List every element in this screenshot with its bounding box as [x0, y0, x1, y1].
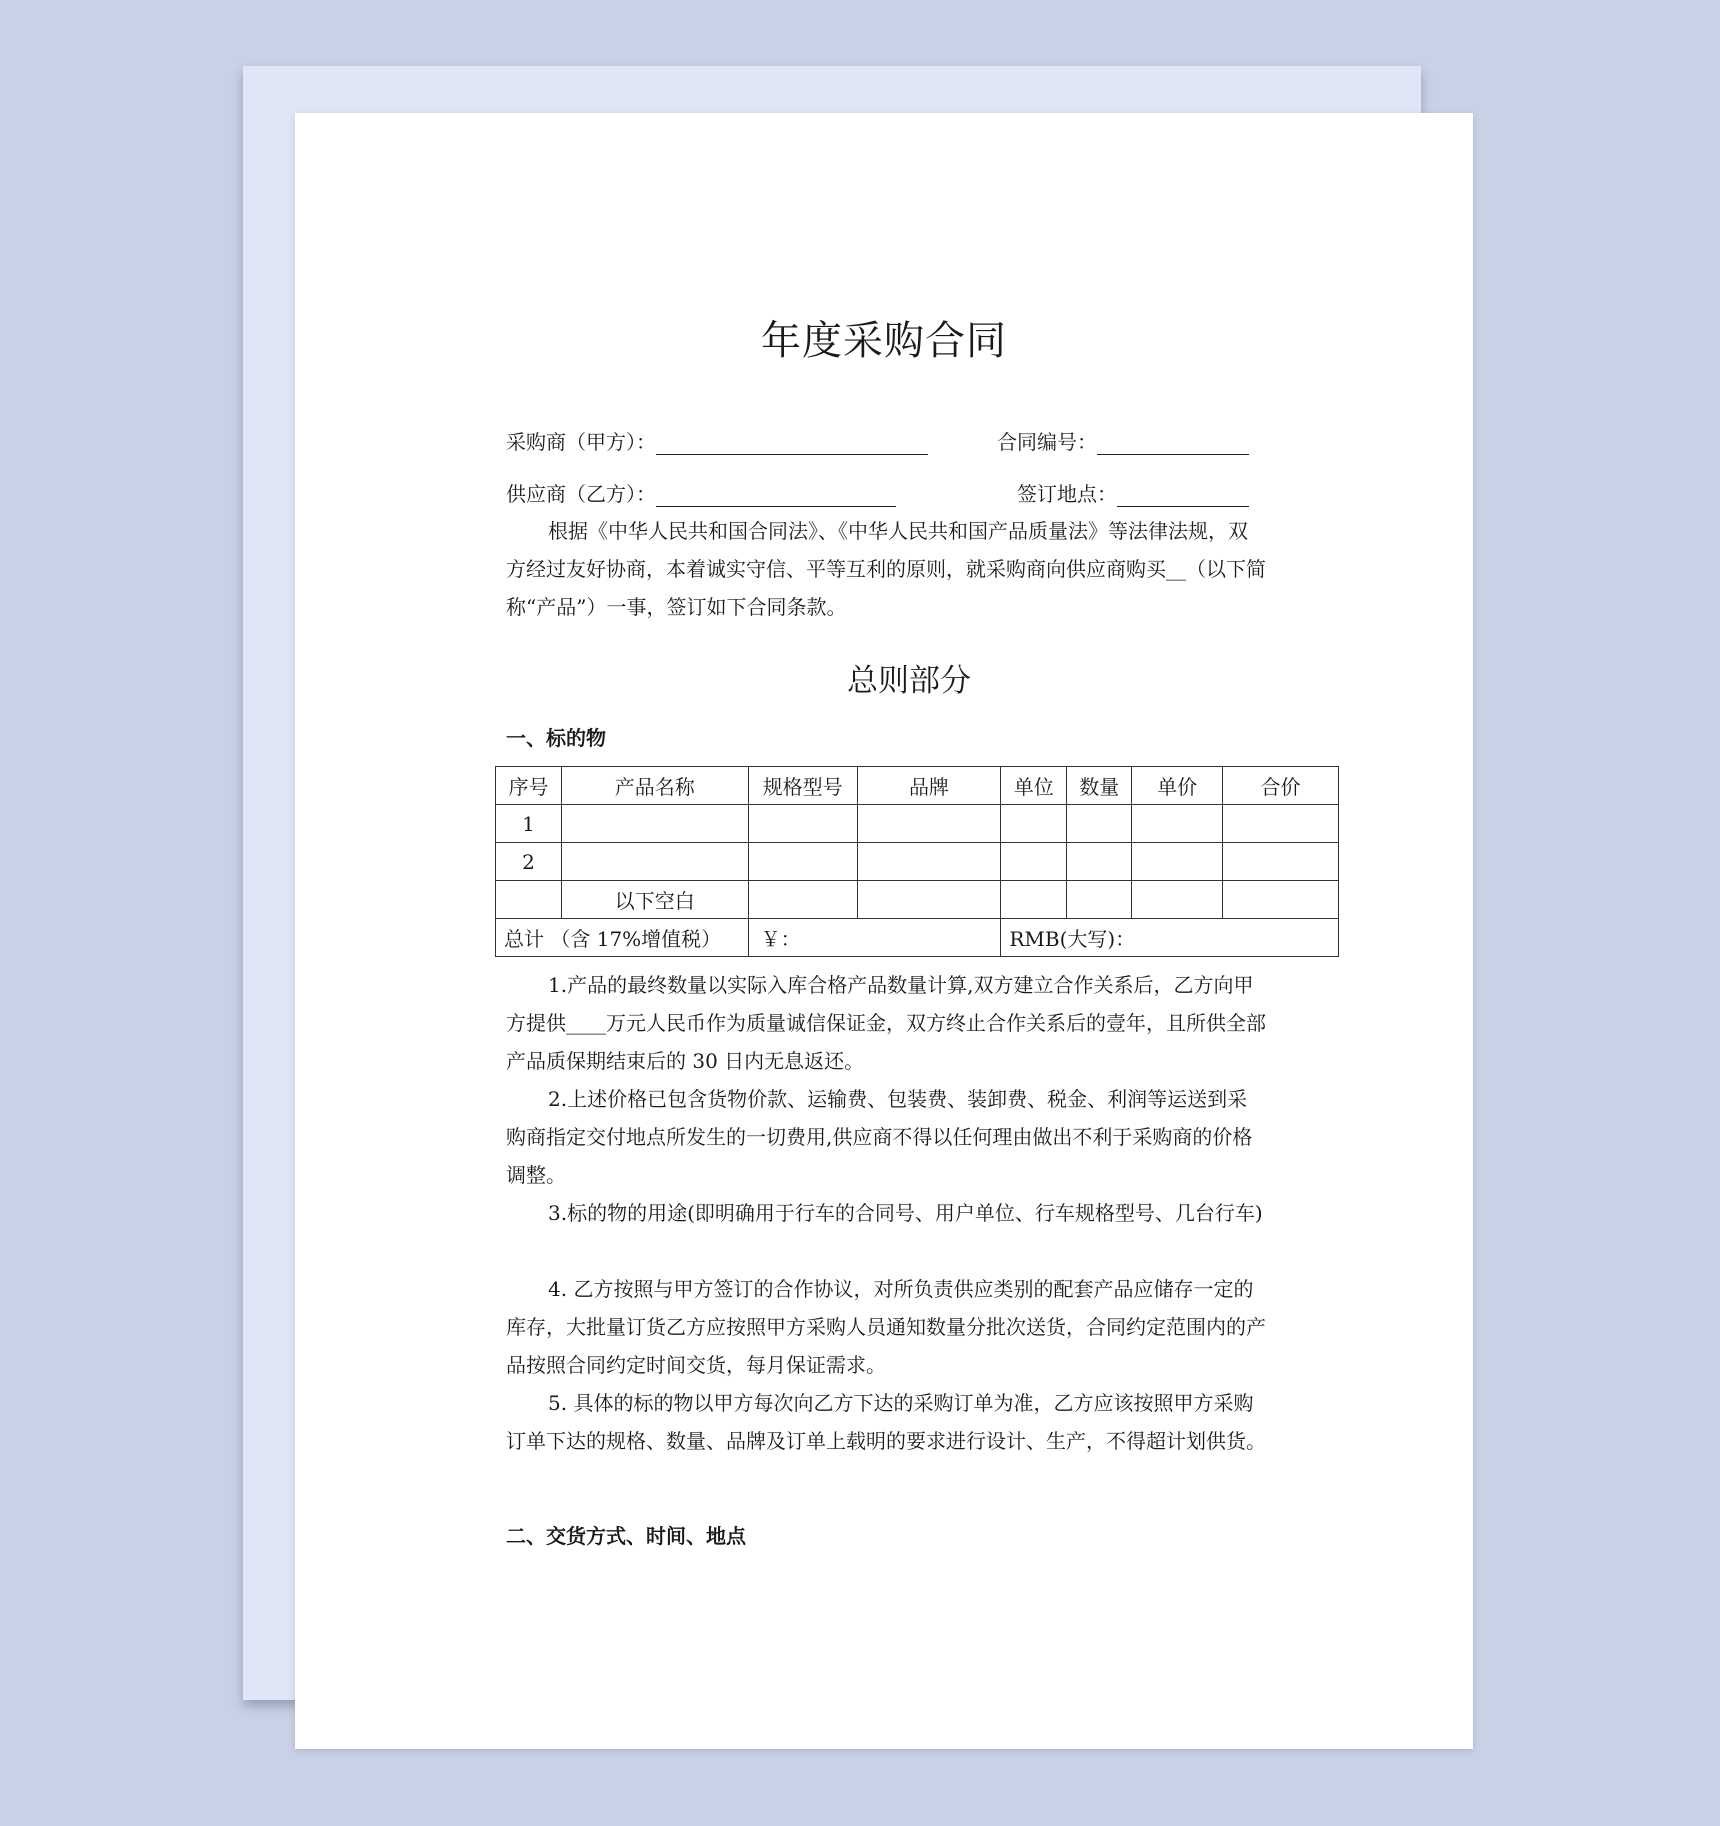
items-table: [495, 766, 1339, 957]
table-cell: 1: [496, 805, 562, 843]
col-header: 数量: [1067, 767, 1132, 805]
table-cell[interactable]: [748, 843, 857, 881]
table-cell[interactable]: [748, 805, 857, 843]
table-cell: [496, 881, 562, 919]
table-cell[interactable]: [1223, 843, 1339, 881]
sign-place-field: [1017, 478, 1249, 507]
section-title: 总则部分: [847, 663, 971, 699]
heading-subject-matter: 一、标的物: [506, 726, 606, 750]
table-cell: [1223, 881, 1339, 919]
table-cell: [857, 881, 1001, 919]
table-row: [496, 805, 1339, 843]
table-cell[interactable]: [1067, 843, 1132, 881]
col-header: 产品名称: [561, 767, 748, 805]
clause-1: 1.产品的最终数量以实际入库合格产品数量计算,双方建立合作关系后，乙方向甲方提供____万元人民币作为质量诚信保证金，双方终止合作关系后的壹年，且所供全部产品质保期结束后的 30 日内无息返还。: [506, 973, 1266, 1073]
table-cell[interactable]: [1132, 843, 1223, 881]
clause-5: 5. 具体的标的物以甲方每次向乙方下达的采购订单为准，乙方应该按照甲方采购订单下达的规格、数量、品牌及订单上载明的要求进行设计、生产，不得超计划供货。: [506, 1391, 1266, 1453]
document-page: [295, 113, 1473, 1749]
col-header: 单位: [1001, 767, 1067, 805]
supplier-blank-line[interactable]: [656, 484, 896, 507]
document-title: 年度采购合同: [761, 318, 1007, 364]
table-row: [496, 843, 1339, 881]
contract-no-blank-line[interactable]: [1097, 432, 1249, 455]
table-cell[interactable]: [561, 843, 748, 881]
col-header: 品牌: [857, 767, 1001, 805]
table-cell: [748, 881, 857, 919]
table-cell[interactable]: [857, 843, 1001, 881]
table-cell: 2: [496, 843, 562, 881]
clause-3: 3.标的物的用途(即明确用于行车的合同号、用户单位、行车规格型号、几台行车): [548, 1201, 1263, 1225]
table-cell[interactable]: [561, 805, 748, 843]
sign-place-label: 签订地点：: [1017, 482, 1117, 506]
table-cell: [1132, 881, 1223, 919]
table-cell[interactable]: [1223, 805, 1339, 843]
total-rmb[interactable]: RMB(大写)：: [1001, 919, 1339, 957]
table-cell: [1001, 881, 1067, 919]
supplier-field: [506, 478, 896, 507]
buyer-blank-line[interactable]: [656, 432, 928, 455]
table-cell[interactable]: [857, 805, 1001, 843]
heading-delivery: 二、交货方式、时间、地点: [506, 1524, 746, 1548]
table-row: [496, 881, 1339, 919]
col-header: 合价: [1223, 767, 1339, 805]
contract-no-field: [997, 426, 1249, 455]
col-header: 序号: [496, 767, 562, 805]
table-cell[interactable]: [1067, 805, 1132, 843]
intro-paragraph: 根据《中华人民共和国合同法》、《中华人民共和国产品质量法》等法律法规，双方经过友好协商，本着诚实守信、平等互利的原则，就采购商向供应商购买__（以下简称“产品”）一事，签订如下合同条款。: [506, 519, 1266, 619]
col-header: 单价: [1132, 767, 1223, 805]
table-cell: [1067, 881, 1132, 919]
supplier-label: 供应商（乙方）：: [506, 482, 656, 506]
clause-2: 2.上述价格已包含货物价款、运输费、包装费、装卸费、税金、利润等运送到采购商指定交付地点所发生的一切费用,供应商不得以任何理由做出不利于采购商的价格调整。: [506, 1087, 1253, 1187]
total-yen[interactable]: ￥：: [748, 919, 1001, 957]
table-cell[interactable]: [1132, 805, 1223, 843]
col-header: 规格型号: [748, 767, 857, 805]
sign-place-blank-line[interactable]: [1117, 484, 1249, 507]
table-header-row: [496, 767, 1339, 805]
table-cell[interactable]: [1001, 843, 1067, 881]
buyer-label: 采购商（甲方）：: [506, 430, 656, 454]
table-cell[interactable]: [1001, 805, 1067, 843]
total-label: 总计 （含 17%增值税）: [496, 919, 749, 957]
table-total-row: [496, 919, 1339, 957]
buyer-field: [506, 426, 928, 455]
contract-no-label: 合同编号：: [997, 430, 1097, 454]
clause-4: 4. 乙方按照与甲方签订的合作协议，对所负责供应类别的配套产品应储存一定的库存，大批量订货乙方应按照甲方采购人员通知数量分批次送货，合同约定范围内的产品按照合同约定时间交货，每月保证需求。: [506, 1277, 1266, 1377]
table-cell: 以下空白: [561, 881, 748, 919]
